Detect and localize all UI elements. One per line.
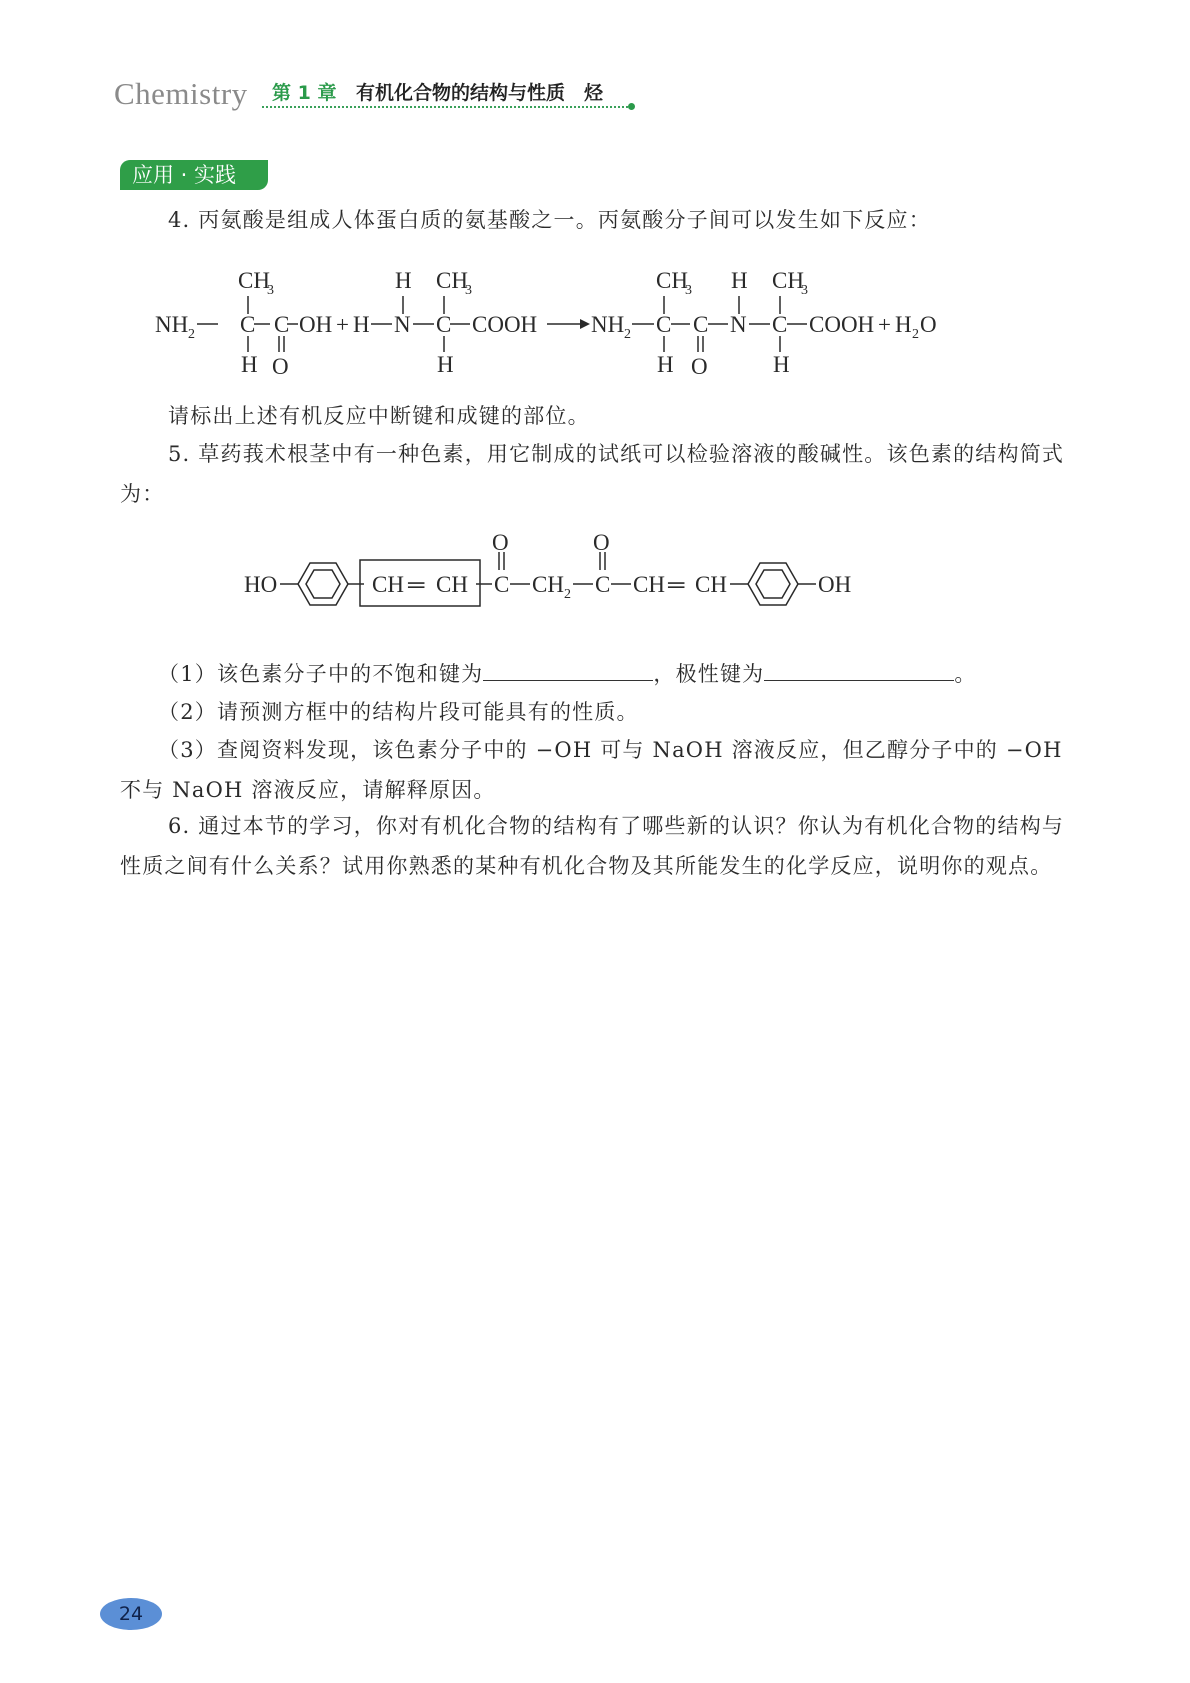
plus-1: + bbox=[336, 312, 349, 337]
p-h-2: H bbox=[773, 352, 790, 377]
m1-nh2-label: NH bbox=[155, 312, 189, 337]
benzene-ring-left-inner bbox=[306, 570, 340, 598]
p-ch3-2-sub: 3 bbox=[801, 283, 808, 298]
box-ch-2: CH bbox=[436, 572, 468, 597]
pigment-oh-right: OH bbox=[818, 572, 852, 597]
m2-h-bottom: H bbox=[437, 352, 454, 377]
p-cooh: COOH bbox=[809, 312, 875, 337]
question-5-text: 5. 草药莪术根茎中有一种色素，用它制成的试纸可以检验溶液的酸碱性。该色素的结构简式为： bbox=[120, 442, 1065, 506]
pigment-ho-left: HO bbox=[244, 572, 278, 597]
m1-c-carbonyl: C bbox=[274, 312, 290, 337]
question-5-sub-3: （3）查阅资料发现，该色素分子中的 −OH 可与 NaOH 溶液反应，但乙醇分子中的 −OH 不与 NaOH 溶液反应，请解释原因。 bbox=[120, 738, 1063, 802]
carbonyl-o-1: O bbox=[492, 530, 509, 555]
p-ch3-2: CH bbox=[772, 268, 804, 293]
p-h-1: H bbox=[657, 352, 674, 377]
header-dotted-rule bbox=[262, 106, 632, 108]
m2-n-label: N bbox=[394, 312, 411, 337]
water-h: H bbox=[895, 312, 912, 337]
m1-oh-label: OH bbox=[299, 312, 333, 337]
m2-c-alpha: C bbox=[436, 312, 452, 337]
question-5-sub-2: （2）请预测方框中的结构片段可能具有的性质。 bbox=[158, 700, 639, 724]
m1-ch3-sub: 3 bbox=[267, 283, 274, 298]
ch2-label: CH bbox=[532, 572, 564, 597]
p-nh2-sub: 2 bbox=[624, 327, 631, 342]
p-c1: C bbox=[656, 312, 672, 337]
p-nh2-label: NH bbox=[591, 312, 625, 337]
m2-cooh-label: COOH bbox=[472, 312, 538, 337]
box-ch-1: CH bbox=[372, 572, 404, 597]
header-dot bbox=[628, 103, 635, 110]
p-o: O bbox=[691, 354, 708, 379]
page-number: 24 bbox=[100, 1598, 162, 1630]
p-ch3-1-sub: 3 bbox=[685, 283, 692, 298]
reaction-scheme bbox=[150, 262, 1050, 392]
carbonyl-o-2: O bbox=[593, 530, 610, 555]
box-double-bond: ═ bbox=[408, 572, 425, 597]
section-badge: 应用 · 实践 bbox=[120, 160, 268, 190]
m1-o-label: O bbox=[272, 354, 289, 379]
p-c3: C bbox=[772, 312, 788, 337]
double-bond-2: ═ bbox=[668, 572, 685, 597]
answer-blank-unsaturated[interactable] bbox=[483, 658, 653, 681]
pigment-structure bbox=[240, 530, 960, 640]
header-brand: Chemistry bbox=[114, 76, 248, 111]
water-sub: 2 bbox=[912, 327, 919, 342]
question-4-text: 4. 丙氨酸是组成人体蛋白质的氨基酸之一。丙氨酸分子间可以发生如下反应： bbox=[168, 208, 931, 232]
benzene-ring-right-inner bbox=[756, 570, 790, 598]
m1-nh2-sub: 2 bbox=[188, 327, 195, 342]
m2-h-top: H bbox=[395, 268, 412, 293]
m1-h-label: H bbox=[241, 352, 258, 377]
plus-2: + bbox=[878, 312, 891, 337]
chapter-title: 有机化合物的结构与性质 烃 bbox=[356, 82, 604, 104]
ch-4: CH bbox=[695, 572, 727, 597]
m2-ch3-label: CH bbox=[436, 268, 468, 293]
m1-ch3-label: CH bbox=[238, 268, 270, 293]
m1-c-alpha: C bbox=[240, 312, 256, 337]
p-ch3-1: CH bbox=[656, 268, 688, 293]
q5-sub1-end: 。 bbox=[954, 662, 977, 686]
carbonyl-c-1: C bbox=[494, 572, 510, 597]
answer-blank-polar[interactable] bbox=[764, 658, 954, 681]
p-h-top: H bbox=[731, 268, 748, 293]
question-4-instruction: 请标出上述有机反应中断键和成键的部位。 bbox=[168, 404, 590, 428]
question-6-text: 6. 通过本节的学习，你对有机化合物的结构有了哪些新的认识？你认为有机化合物的结构与性质之间有什么关系？试用你熟悉的某种有机化合物及其所能发生的化学反应，说明你的观点。 bbox=[120, 814, 1065, 878]
q5-sub1-prefix: （1）该色素分子中的不饱和键为 bbox=[158, 662, 484, 686]
water-o: O bbox=[920, 312, 937, 337]
q5-sub1-middle: ，极性键为 bbox=[653, 662, 765, 686]
question-5-sub-1 bbox=[158, 654, 1068, 694]
ch-3: CH bbox=[633, 572, 665, 597]
p-c2: C bbox=[693, 312, 709, 337]
carbonyl-c-2: C bbox=[595, 572, 611, 597]
reaction-arrow-head bbox=[580, 319, 590, 329]
m2-h-label: H bbox=[353, 312, 370, 337]
chapter-number: 第 1 章 bbox=[272, 82, 337, 104]
m2-ch3-sub: 3 bbox=[465, 283, 472, 298]
p-n: N bbox=[730, 312, 747, 337]
ch2-sub: 2 bbox=[564, 587, 571, 602]
